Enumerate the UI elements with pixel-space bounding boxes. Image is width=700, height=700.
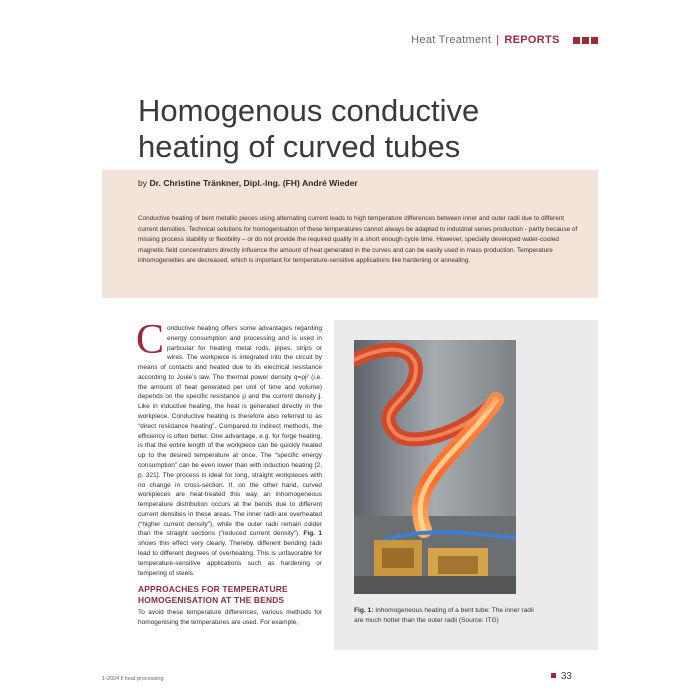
header-label: REPORTS — [504, 34, 560, 46]
page-marker-icon — [551, 673, 556, 678]
byline-prefix: by — [138, 178, 148, 188]
figure-label: Fig. 1: — [354, 607, 374, 614]
footer-issue — [102, 676, 164, 682]
figure-photo — [354, 340, 516, 594]
drop-cap: C — [136, 317, 165, 363]
footer-magazine: heat processing — [124, 676, 164, 682]
section-subheading: APPROACHES FOR TEMPERATURE HOMOGENISATION AT THE BENDS — [138, 584, 288, 606]
byline — [138, 178, 358, 188]
symbol-j: j — [318, 393, 321, 401]
glowing-tube-image — [354, 340, 516, 594]
page-number-text: 33 — [560, 671, 572, 682]
byline-authors: Dr. Christine Tränkner, Dipl.-Ing. (FH) André Wieder — [149, 178, 358, 188]
running-header — [411, 34, 598, 47]
header-squares-icon — [571, 35, 598, 47]
title-line-2: heating of curved tubes — [138, 129, 461, 164]
body-paragraph-2: To avoid these temperature differences, various methods for homogenising the temperatures are used. For example, — [138, 608, 322, 626]
title-line-1: Homogenous conductive — [138, 93, 480, 128]
figure-caption — [354, 606, 534, 627]
footer-bar: I — [121, 676, 123, 682]
figure-caption-text: Inhomogeneous heating of a bent tube: The inner radii are much hotter than the outer radii (Source: ITG) — [354, 607, 534, 625]
abstract-text: Conductive heating of bent metallic pieces using alternating current leads to high temperature differences between inner and outer radii due to different current densities. Technical solutions for homogenisation of these temperatures cannot always be adapted to industrial series production - partly because of missing process stability or flexibility – or do not provide the required quality in a short enough cycle time. However, specially developed water-cooled magnetic field concentrators directly influence the amount of heat generated in the curves and can be easily used in mass production. Temperature inhomogeneities are decreased, which is important for temperature-sensitive applications like hardening or annealing. — [138, 215, 578, 265]
footer-issue-number: 1-2024 — [102, 676, 120, 682]
body-text-c: shows this effect very clearly. Thereby, different bending radii lead to different degrees of overheating. This is unfavorable for temperature-sensitive applications such as hardening or tempering of steels. — [138, 540, 322, 577]
header-separator: | — [496, 34, 500, 46]
body-paragraph-1 — [136, 317, 322, 578]
page-number — [551, 671, 572, 682]
header-section: Heat Treatment — [411, 34, 492, 46]
body-text-a: onductive heating offers some advantages regarding energy consumption and processing and is used in particular for heating metal rods, pipes, strips or wires. The workpiece is integrated into the circuit by means of contacts and heated due to its electrical resistance according to Joule’s law. The thermal power density q=ρj² (i.e. the amount of heat generated per unit of time and volume) depends on the specific resistance ρ and the current density — [138, 325, 322, 401]
figure-1 — [334, 320, 598, 650]
body-column — [136, 317, 322, 627]
figure-reference: Fig. 1 — [303, 530, 322, 538]
article-title — [138, 93, 598, 165]
body-text-b: . Like in inductive heating, the heat is generated directly in the workpiece. Conductive heating is therefore also referred to as “direct resistance heating”. Compared to indirect methods, the efficiency is often better. One advantage, e.g. for forge heating, is that the entire length of the workpiece can be quickly heated up to the desired temperature at once. The “specific energy consumption” can be even lower than with induction heating [2, p. 321]. The process is ideal for long, straight workpieces with no change in cross-section. If, on the other hand, curved workpieces are heat-treated this way, an inhomogeneous temperature distribution occurs at the bends due to different current densities in these areas. The inner radii are overheated (“higher current density”), while the outer radii remain colder than the straight sections (“reduced current density”). — [138, 393, 322, 538]
abstract-box — [102, 170, 598, 298]
